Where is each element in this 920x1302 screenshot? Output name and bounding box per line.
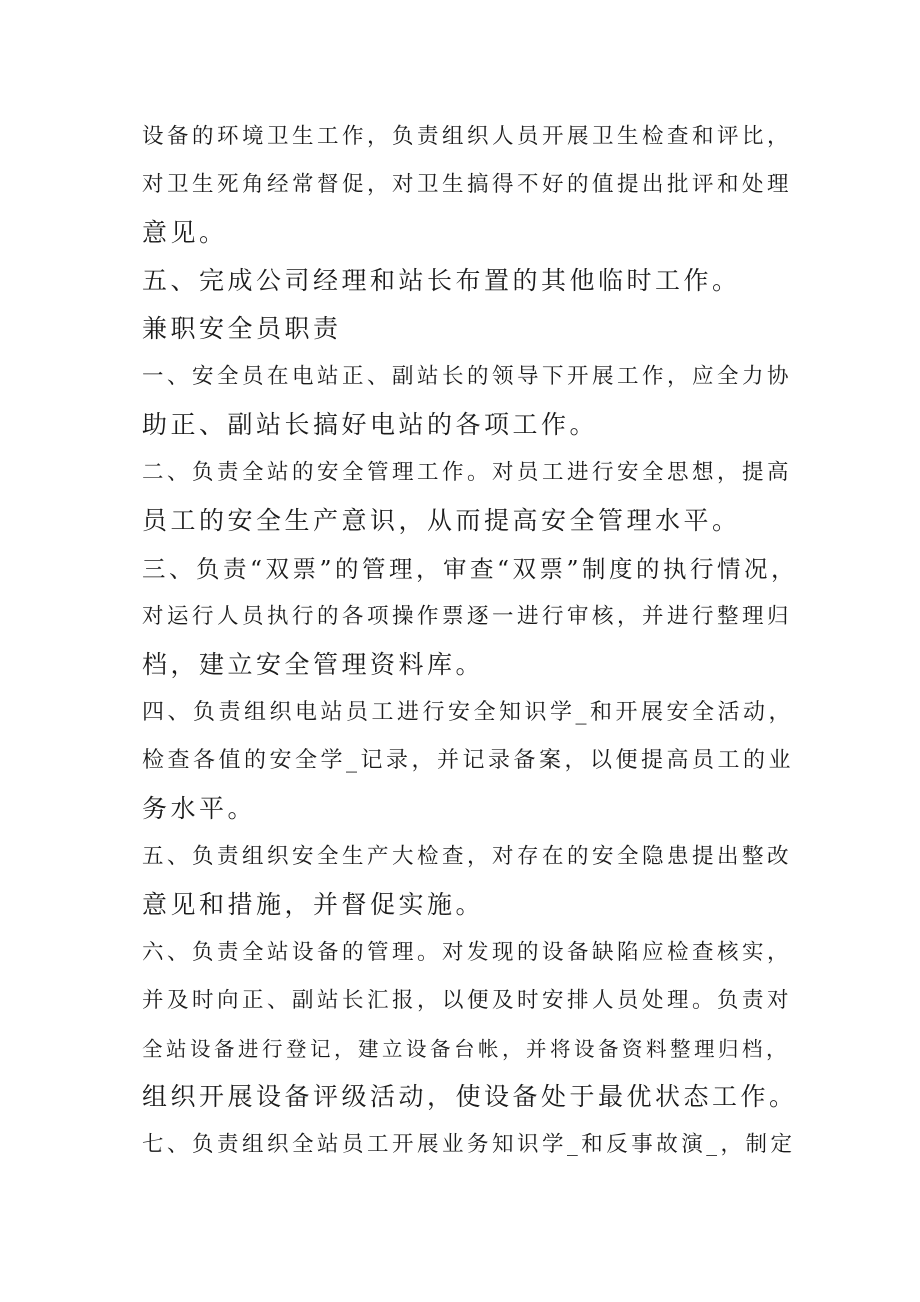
text-line: 一、安全员在电站正、副站长的领导下开展工作，应全力协 — [142, 364, 793, 389]
text-line: 五、完成公司经理和站长布置的其他临时工作。 — [142, 266, 741, 295]
text-line: 对运行人员执行的各项操作票逐一进行审核，并进行整理归 — [142, 604, 793, 629]
text-line: 五、负责组织安全生产大检查，对存在的安全隐患提出整改 — [142, 844, 793, 869]
text-line: 对卫生死角经常督促，对卫生搞得不好的值提出批评和处理 — [142, 172, 793, 197]
text-line: 意见和措施，并督促实施。 — [142, 890, 485, 919]
text-line: 三、负责“双票”的管理，审查“双票”制度的执行情况， — [142, 555, 799, 583]
text-line: 二、负责全站的安全管理工作。对员工进行安全思想，提高 — [142, 460, 793, 485]
section-heading: 兼职安全员职责 — [142, 314, 342, 343]
text-line: 助正、副站长搞好电站的各项工作。 — [142, 410, 599, 439]
text-line: 设备的环境卫生工作，负责组织人员开展卫生检查和评比， — [142, 124, 793, 149]
text-line: 四、负责组织电站员工进行安全知识学_和开展安全活动， — [142, 700, 795, 725]
text-line: 档，建立安全管理资料库。 — [142, 650, 485, 679]
text-line: 并及时向正、副站长汇报，以便及时安排人员处理。负责对 — [142, 988, 793, 1013]
text-line: 意见。 — [142, 218, 228, 247]
text-line: 六、负责全站设备的管理。对发现的设备缺陷应检查核实， — [142, 940, 793, 965]
text-line: 检查各值的安全学_记录，并记录备案，以便提高员工的业 — [142, 748, 795, 773]
text-line: 全站设备进行登记，建立设备台帐，并将设备资料整理归档， — [142, 1037, 790, 1061]
text-line: 组织开展设备评级活动，使设备处于最优状态工作。 — [142, 1082, 798, 1111]
text-line: 务水平。 — [142, 794, 257, 823]
text-line: 七、负责组织全站员工开展业务知识学_和反事故演_，制定 — [142, 1132, 796, 1157]
text-line: 员工的安全生产意识，从而提高安全管理水平。 — [142, 506, 741, 535]
